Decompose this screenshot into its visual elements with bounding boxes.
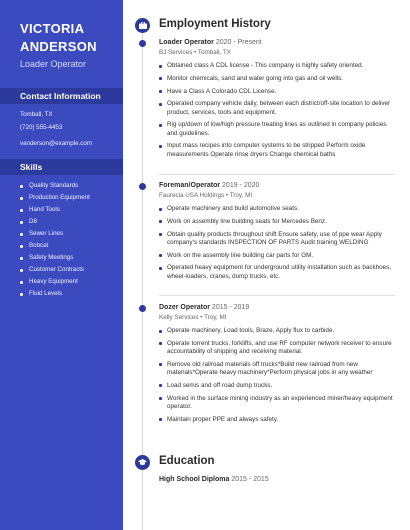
- job-bullet: Remove old railroad materials off trucks*Build new railroad from new materials*Operate heavy machinery*Perform physical jobs in any weather: [159, 361, 394, 377]
- job-entry: [159, 303, 394, 428]
- skill-item: Bobcat: [20, 240, 90, 252]
- skill-item: Hand Tools: [20, 204, 90, 216]
- job-bullet: Work on assembly line building seats for Mercedes Benz.: [159, 218, 394, 226]
- job-bullet: Work on the assembly line building car parts for GM.: [159, 252, 394, 260]
- job-header: [159, 181, 394, 191]
- job-company: BJ Services: [159, 49, 193, 56]
- job-bullet: Operate machinery, Load tools, Braze, Apply flux to carbide.: [159, 327, 394, 335]
- contact-email[interactable]: vanderson@example.com: [20, 140, 92, 147]
- job-bullet: Operated heavy equipment for underground utility installation such as backhoes, wheel-loaders, cranes, dump trucks, etc.: [159, 264, 394, 280]
- job-header: [159, 303, 394, 313]
- job-dates: 2015 - 2019: [211, 304, 250, 311]
- job-company-line: BJ Services • Tomball, TX: [159, 49, 231, 56]
- job-dot: [139, 40, 146, 47]
- job-bullet: Operate machinery and build automotive seats.: [159, 205, 394, 213]
- employment-heading: Employment History: [159, 18, 271, 30]
- job-company: Kelly Services: [159, 314, 199, 321]
- job-bullets: [159, 327, 394, 424]
- job-dot: [139, 183, 146, 190]
- job-bullet: Load semis and off road dump trucks.: [159, 382, 394, 390]
- job-dot: [139, 305, 146, 312]
- job-location: Tomball, TX: [197, 49, 231, 56]
- job-bullet: Operate torrent trucks, forklifts, and use RF computer network receiver to ensure accountability of shipping and receiving material.: [159, 340, 394, 356]
- job-dates: 2019 - 2020: [222, 182, 260, 189]
- job-bullet: Obtained class A CDL license - This company is highly safety oriented.: [159, 62, 394, 70]
- skill-item: Heavy Equipment: [20, 276, 90, 288]
- job-bullet: Input mass recipes into computer systems to be stripped Perform oxide measurements Operate rinse dryers Change chemical baths: [159, 142, 394, 158]
- degree-title: High School Diploma: [159, 476, 230, 483]
- job-title: Loader Operator: [159, 39, 214, 46]
- first-name: VICTORIA: [20, 21, 85, 36]
- divider: [159, 295, 395, 296]
- briefcase-icon: [135, 18, 150, 33]
- job-company-line: Faurecia USA Holdings • Troy, MI: [159, 192, 253, 199]
- contact-heading: Contact Information: [20, 91, 101, 101]
- job-entry: [159, 181, 394, 285]
- job-company-line: Kelly Services • Troy, MI: [159, 314, 227, 321]
- job-entry: [159, 38, 394, 163]
- job-bullet: Operated company vehicle daily, between each district/off-site location to deliver product, services, tools and equipment.: [159, 100, 394, 116]
- job-dates: 2020 - Present: [215, 39, 262, 46]
- job-bullet: Maintain proper PPE and always safety.: [159, 416, 394, 424]
- skill-item: Safety Meetings: [20, 252, 90, 264]
- skill-item: D8: [20, 216, 90, 228]
- contact-phone: (720) 555-4453: [20, 124, 63, 131]
- job-bullets: [159, 62, 394, 159]
- contact-location: Tomball, TX: [20, 111, 53, 118]
- job-title: Foreman/Operator: [159, 182, 221, 189]
- sidebar: [0, 0, 123, 530]
- skill-item: Sewer Lines: [20, 228, 90, 240]
- education-heading: Education: [159, 455, 215, 467]
- skills-heading-band: [0, 159, 123, 175]
- job-bullet: Have a Class A Colorado CDL License.: [159, 88, 394, 96]
- job-bullet: Obtain quality products throughout shift Ensure safety, use of ppe wear Apply company's standards INSPECTION OF PARTS Audit training WELDING: [159, 231, 394, 247]
- job-bullet: Worked in the surface mining industry as an experienced miner/heavy equipment operator.: [159, 395, 394, 411]
- job-header: [159, 38, 394, 48]
- skills-list: [20, 180, 90, 300]
- candidate-name: [20, 20, 97, 56]
- job-company: Faurecia USA Holdings: [159, 192, 225, 199]
- job-title: Dozer Operator: [159, 304, 210, 311]
- job-bullet: Rig up/down of low/high pressure treating lines as outlined in company policies and guidelines.: [159, 121, 394, 137]
- skills-heading: Skills: [20, 162, 43, 172]
- graduation-cap-icon: [135, 455, 150, 470]
- skill-item: Production Equipment: [20, 192, 90, 204]
- contact-heading-band: [0, 88, 123, 104]
- divider: [159, 174, 395, 175]
- contact-details: [20, 108, 92, 150]
- skill-item: Fluid Levels: [20, 288, 90, 300]
- skill-item: Customer Contracts: [20, 264, 90, 276]
- skill-item: Quality Standards: [20, 180, 90, 192]
- job-location: Troy, MI: [229, 192, 253, 199]
- job-bullets: [159, 205, 394, 281]
- degree-dates: 2015 - 2015: [231, 476, 269, 483]
- job-bullet: Monitor chemicals, sand and water going into gas and oil wells.: [159, 75, 394, 83]
- candidate-role: Loader Operator: [20, 59, 87, 69]
- job-location: Troy, MI: [204, 314, 227, 321]
- education-entry: [159, 476, 269, 483]
- last-name: ANDERSON: [20, 39, 97, 54]
